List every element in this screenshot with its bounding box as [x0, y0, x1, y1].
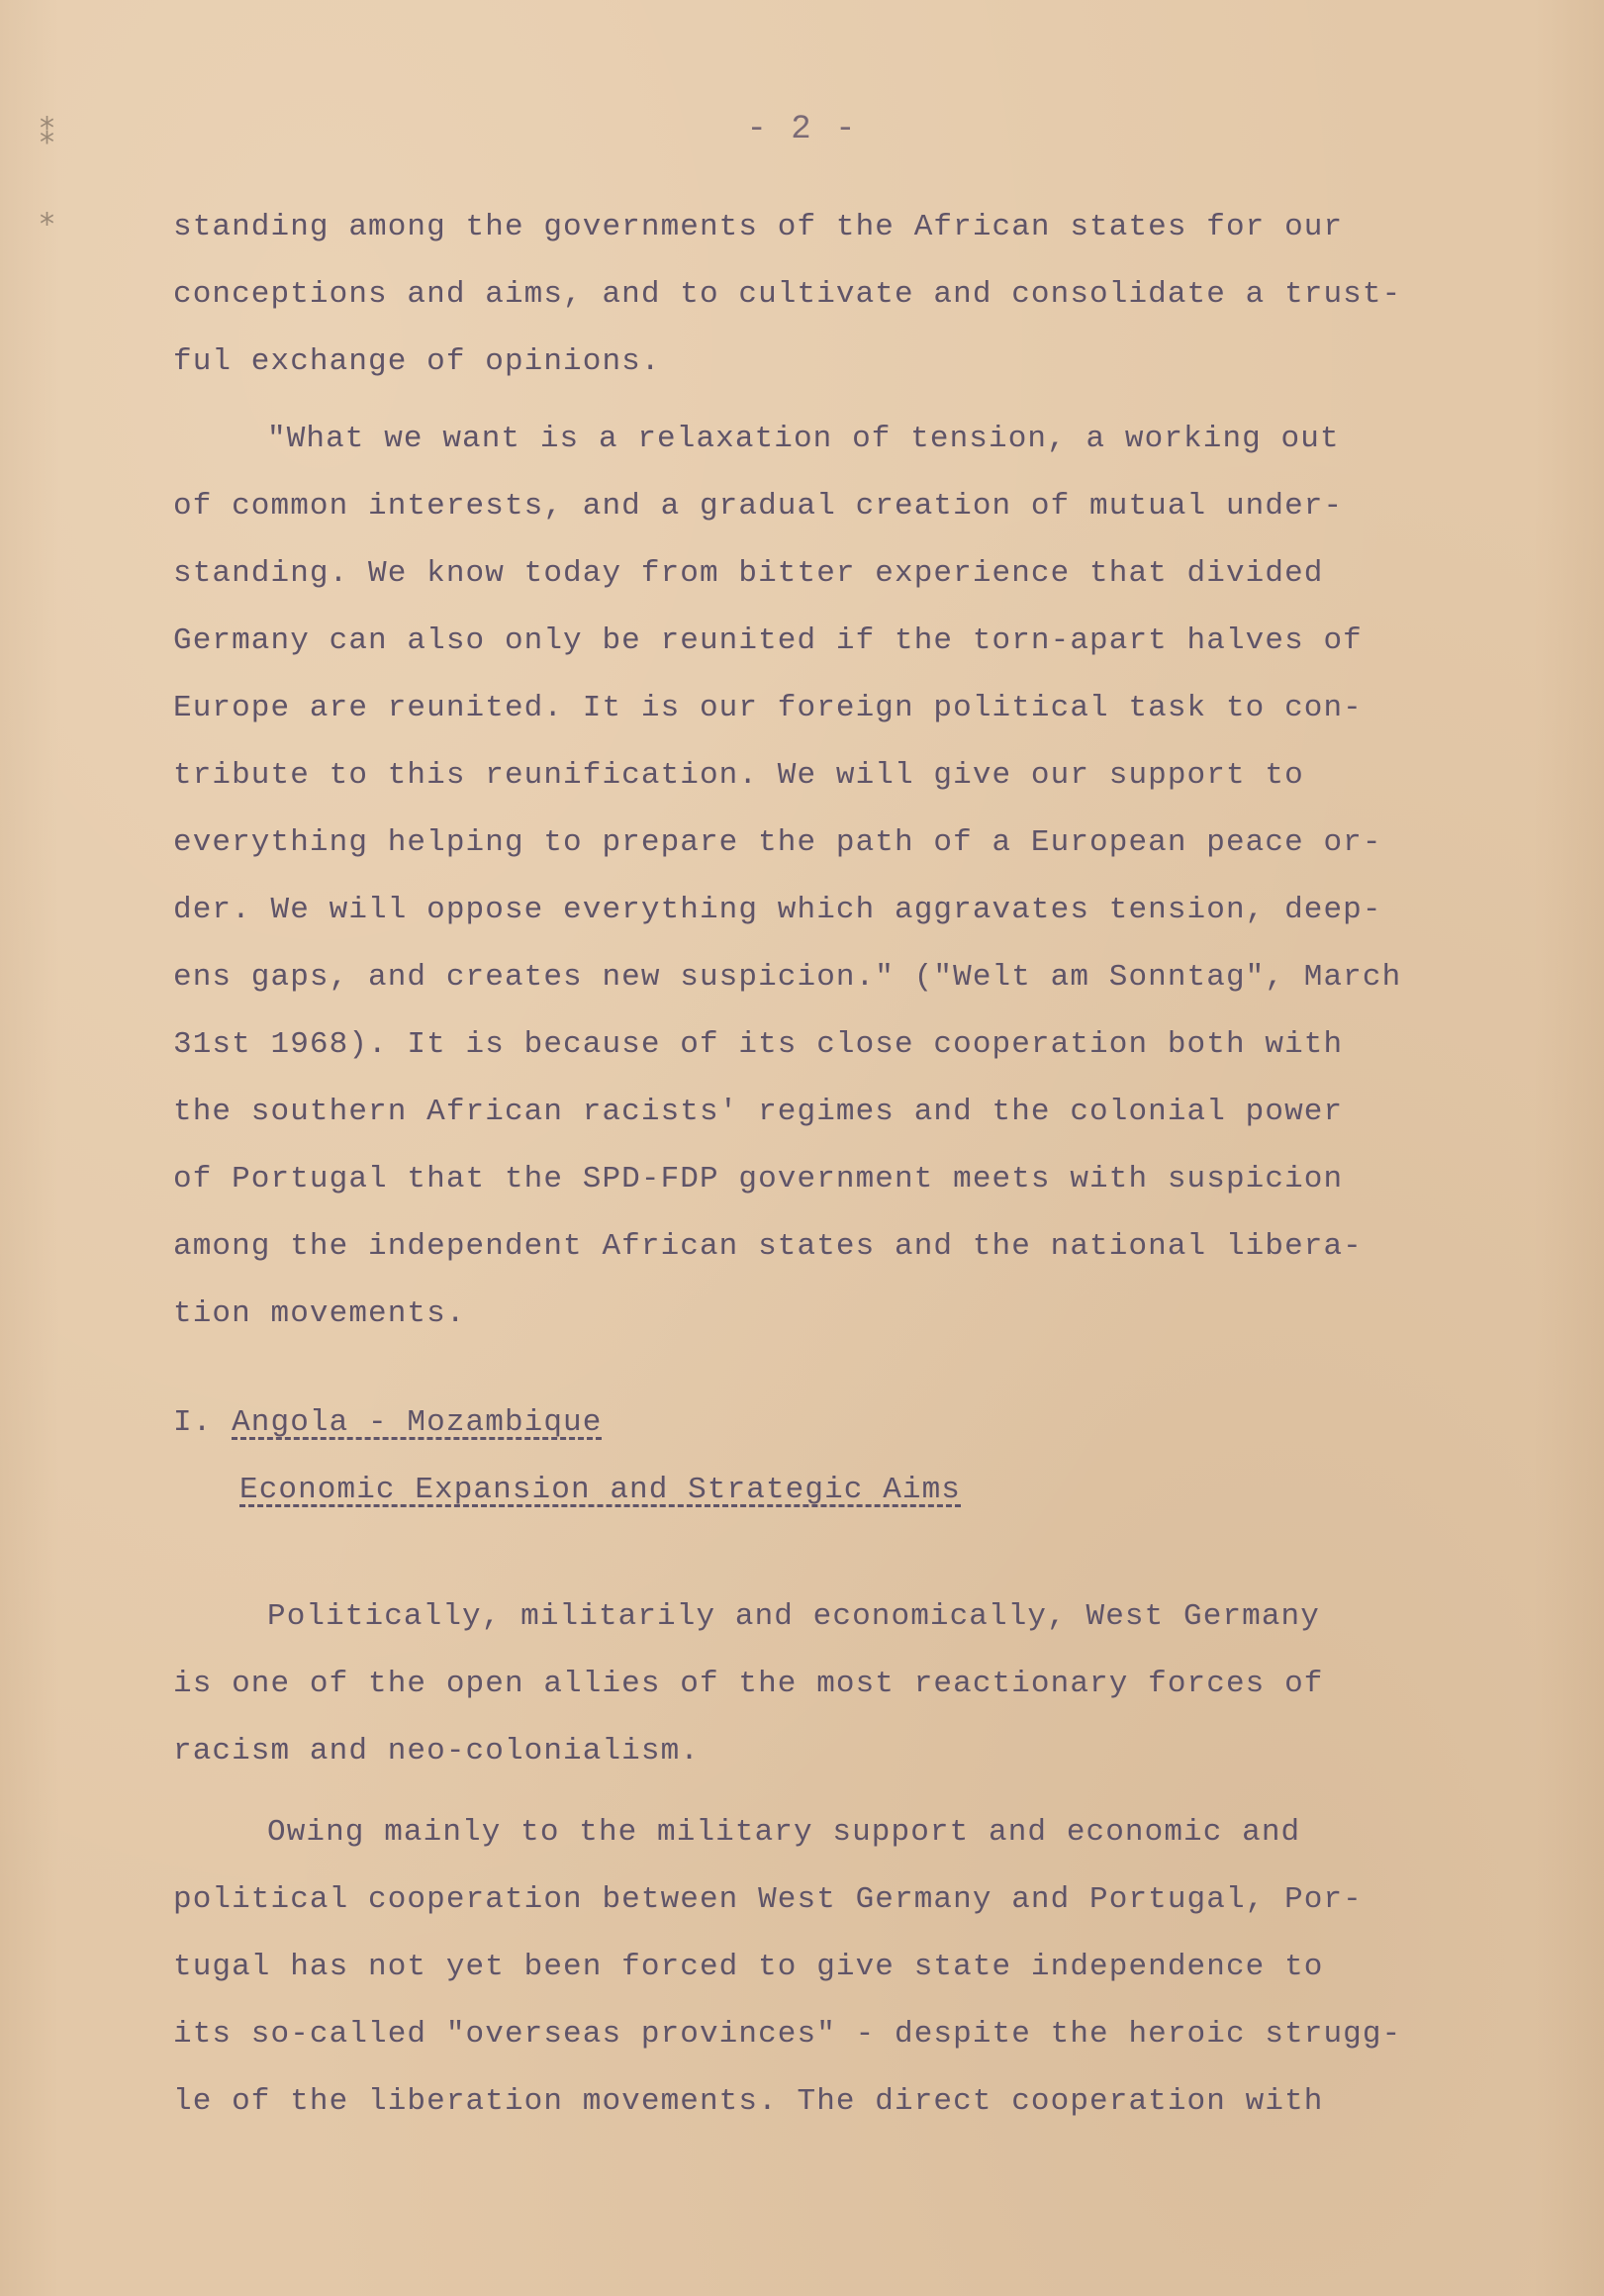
paragraph — [173, 1799, 1460, 2136]
text-line: racism and neo-colonialism. — [173, 1734, 700, 1769]
text-line: among the independent African states and the national libera- — [173, 1229, 1363, 1264]
punch-hole-mark: ⁑ — [40, 120, 54, 153]
text-line: conceptions and aims, and to cultivate and consolidate a trust- — [173, 277, 1402, 312]
text-line: ens gaps, and creates new suspicion." ("Welt am Sonntag", March — [173, 960, 1402, 995]
text-line: tion movements. — [173, 1296, 466, 1331]
text-line: standing among the governments of the African states for our — [173, 210, 1344, 244]
text-line: standing. We know today from bitter experience that divided — [173, 556, 1324, 591]
text-line: Europe are reunited. It is our foreign political task to con- — [173, 691, 1363, 725]
text-line: is one of the open allies of the most reactionary forces of — [173, 1667, 1324, 1701]
text-line: ful exchange of opinions. — [173, 344, 661, 379]
text-line: tugal has not yet been forced to give state independence to — [173, 1950, 1324, 1984]
text-line: Germany can also only be reunited if the torn-apart halves of — [173, 623, 1363, 658]
section-title: Angola - Mozambique — [232, 1405, 603, 1440]
section-heading — [173, 1389, 1460, 1524]
text-line: tribute to this reunification. We will give our support to — [173, 758, 1304, 793]
text-line: of common interests, and a gradual creation of mutual under- — [173, 489, 1344, 524]
text-line: "What we want is a relaxation of tension, a working out — [267, 422, 1340, 456]
paragraph — [173, 1583, 1460, 1785]
punch-hole-mark: ⁎ — [40, 201, 54, 235]
section-title-line — [173, 1389, 1460, 1457]
paragraph-continuation — [173, 194, 1460, 396]
paragraph-quote — [173, 406, 1460, 1348]
text-line: Owing mainly to the military support and economic and — [267, 1815, 1301, 1850]
section-subtitle-line — [173, 1457, 1460, 1524]
page-number: - 2 - — [746, 111, 858, 148]
text-line: its so-called "overseas provinces" - despite the heroic strugg- — [173, 2017, 1402, 2052]
section-subtitle: Economic Expansion and Strategic Aims — [239, 1473, 962, 1507]
section-number: I. — [173, 1405, 213, 1440]
text-line: Politically, militarily and economically, West Germany — [267, 1599, 1320, 1634]
text-line: of Portugal that the SPD-FDP government meets with suspicion — [173, 1162, 1344, 1196]
text-line: everything helping to prepare the path of a European peace or- — [173, 825, 1382, 860]
text-line: 31st 1968). It is because of its close cooperation both with — [173, 1027, 1344, 1062]
text-line: the southern African racists' regimes and the colonial power — [173, 1095, 1344, 1129]
text-line: der. We will oppose everything which aggravates tension, deep- — [173, 893, 1382, 927]
text-line: le of the liberation movements. The direct cooperation with — [173, 2084, 1324, 2119]
text-line: political cooperation between West Germany and Portugal, Por- — [173, 1882, 1363, 1917]
